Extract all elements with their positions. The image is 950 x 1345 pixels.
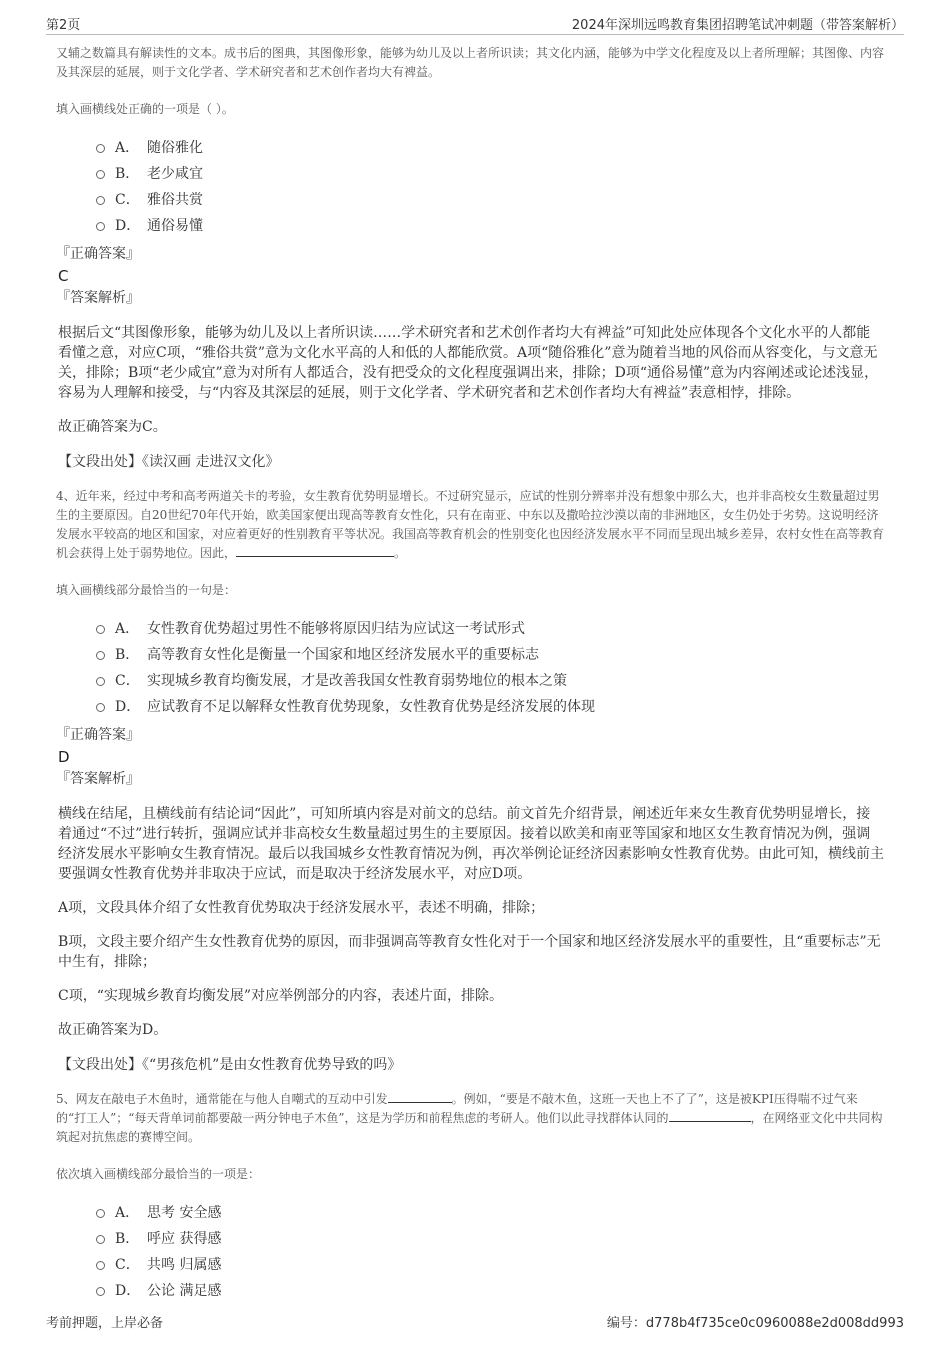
q4-analysis-conclusion: 故正确答案为D。 xyxy=(58,1022,168,1038)
q3-passage-text: 又辅之数篇具有解读性的文本。成书后的图典，其图像形象，能够为幼儿及以上者所识读；其文化内涵，能够为中学文化程度及以上者所理解；其图像、内容及其深层的延展，则于文化学者、学术研究者和艺术创作者均大有裨益。 xyxy=(56,46,885,79)
q4-option-d[interactable]: D． 应试教育不足以解释女性教育优势现象，女性教育优势是经济发展的体现 xyxy=(96,694,884,720)
q5-blank-2 xyxy=(669,1109,751,1122)
page-header xyxy=(46,14,904,35)
radio-icon[interactable] xyxy=(96,1287,105,1296)
page-number: 第2页 xyxy=(46,18,81,33)
radio-icon[interactable] xyxy=(96,1235,105,1244)
radio-icon[interactable] xyxy=(96,170,105,179)
document-title: 2024年深圳远鸣教育集团招聘笔试冲刺题（带答案解析） xyxy=(571,18,904,33)
radio-icon[interactable] xyxy=(96,196,105,205)
q3-passage xyxy=(56,44,884,82)
q5-prompt: 依次填入画横线部分最恰当的一项是： xyxy=(56,1167,261,1181)
q4-analysis-a: A项，文段具体介绍了女性教育优势取决于经济发展水平，表述不明确，排除； xyxy=(58,900,545,916)
q4-option-b[interactable]: B． 高等教育女性化是衡量一个国家和地区经济发展水平的重要标志 xyxy=(96,642,884,668)
q4-prompt: 填入画横线部分最恰当的一句是： xyxy=(56,583,237,597)
radio-icon[interactable] xyxy=(96,1261,105,1270)
q5-option-d[interactable]: D． 公论 满足感 xyxy=(96,1278,884,1304)
q4-answer-tag: 『正确答案』 xyxy=(56,727,140,743)
q4-options xyxy=(96,616,884,720)
radio-icon[interactable] xyxy=(96,144,105,153)
q3-option-c[interactable]: C． 雅俗共赏 xyxy=(96,187,884,213)
q3-options xyxy=(96,135,884,239)
q3-analysis-conclusion: 故正确答案为C。 xyxy=(58,419,167,435)
q3-option-d[interactable]: D． 通俗易懂 xyxy=(96,213,884,239)
q3-analysis-para: 根据后文“其图像形象，能够为幼儿及以上者所识读……学术研究者和艺术创作者均大有裨益”可知此处应体现各个文化水平的人都能看懂之意，对应C项，“雅俗共赏”意为文化水平高的人和低的人都能欣赏。A项“随俗雅化”意为随着当地的风俗而从容变化，与文意无关，排除；B项“老少咸宜”意为对所有人都适合，没有把受众的文化程度强调出来，排除；D项“通俗易懂”意为内容阐述或论述浅显，容易为人理解和接受，与“内容及其深层的延展，则于文化学者、学术研究者和艺术创作者均大有裨益”表意相悖，排除。 xyxy=(58,325,879,401)
q3-prompt: 填入画横线处正确的一项是（ ）。 xyxy=(56,102,234,116)
q3-option-b[interactable]: B． 老少咸宜 xyxy=(96,161,884,187)
radio-icon[interactable] xyxy=(96,1209,105,1218)
q4-option-a[interactable]: A． 女性教育优势超过男性不能够将原因归结为应试这一考试形式 xyxy=(96,616,884,642)
page-content xyxy=(56,44,884,1304)
q4-blank xyxy=(236,544,394,557)
radio-icon[interactable] xyxy=(96,677,105,686)
page-footer xyxy=(46,1312,904,1332)
q3-analysis-tag: 『答案解析』 xyxy=(56,290,140,306)
q5-option-b[interactable]: B． 呼应 获得感 xyxy=(96,1226,884,1252)
q4-analysis-para: 横线在结尾，且横线前有结论词“因此”，可知所填内容是对前文的总结。前文首先介绍背景，阐述近年来女生教育优势明显增长，接着通过“不过”进行转折，强调应试并非高校女生数量超过男生的主要原因。接着以欧美和南亚等国家和地区女生教育情况为例，强调经济发展水平影响女生教育情况。最后以我国城乡女性教育情况为例，再次举例论证经济因素影响女性教育优势。由此可知，横线前主要强调女性教育优势并非取决于应试，而是取决于经济发展水平，对应D项。 xyxy=(58,806,884,882)
q3-answer-tag: 『正确答案』 xyxy=(56,246,140,262)
q4-analysis-c: C项，“实现城乡教育均衡发展”对应举例部分的内容，表述片面，排除。 xyxy=(58,988,504,1004)
radio-icon[interactable] xyxy=(96,222,105,231)
q3-analysis xyxy=(58,323,884,437)
q4-answer: D xyxy=(58,748,70,766)
radio-icon[interactable] xyxy=(96,651,105,660)
q3-source: 【文段出处】《读汉画 走进汉文化》 xyxy=(58,454,280,470)
q3-option-a[interactable]: A． 随俗雅化 xyxy=(96,135,884,161)
q4-analysis-b: B项，文段主要介绍产生女性教育优势的原因，而非强调高等教育女性化对于一个国家和地区经济发展水平的重要性，且“重要标志”无中生有，排除； xyxy=(58,934,881,970)
q5-blank-1 xyxy=(388,1090,452,1103)
q4-analysis-tag: 『答案解析』 xyxy=(56,771,140,787)
document-code: 编号：d778b4f735ce0c0960088e2d008dd993 xyxy=(606,1316,904,1331)
radio-icon[interactable] xyxy=(96,625,105,634)
q4-passage: 4、近年来，经过中考和高考两道关卡的考验，女生教育优势明显增长。不过研究显示，应试的性别分辨率并没有想象中那么大，也并非高校女生数量超过男生的主要原因。自20世纪70年代开始，欧美国家便出现高等教育女性化，只有在南亚、中东以及撒哈拉沙漠以南的非洲地区，女生仍处于劣势。这说明经济发展水平较高的地区和国家，对应着更好的性别教育平等状况。我国高等教育机会的性别变化也因经济发展水平不同而呈现出城乡差异，农村女性在高等教育机会获得上处于弱势地位。因此， 。 xyxy=(56,489,885,560)
q5-option-a[interactable]: A． 思考 安全感 xyxy=(96,1200,884,1226)
q4-option-c[interactable]: C． 实现城乡教育均衡发展，才是改善我国女性教育弱势地位的根本之策 xyxy=(96,668,884,694)
q4-source: 【文段出处】《“男孩危机”是由女性教育优势导致的吗》 xyxy=(58,1057,402,1073)
footer-slogan: 考前押题，上岸必备 xyxy=(46,1316,164,1331)
radio-icon[interactable] xyxy=(96,703,105,712)
q3-answer: C xyxy=(58,267,69,285)
q4-passage-text: 4、近年来，经过中考和高考两道关卡的考验，女生教育优势明显增长。不过研究显示，应试的性别分辨率并没有想象中那么大，也并非高校女生数量超过男生的主要原因。自20世纪70年代开始，欧美国家便出现高等教育女性化，只有在南亚、中东以及撒哈拉沙漠以南的非洲地区，女生仍处于劣势。这说明经济发展水平较高的地区和国家，对应着更好的性别教育平等状况。我国高等教育机会的性别变化也因经济发展水平不同而呈现出城乡差异，农村女性在高等教育机会获得上处于弱势地位。因此， xyxy=(56,489,885,560)
q5-options xyxy=(96,1200,884,1304)
q5-passage: 5、网友在敲电子木鱼时，通常能在与他人自嘲式的互动中引发 。例如，“要是不敲木鱼，这班一天也上不了了”，这是被KPI压得喘不过气来的“打工人”；“每天背单词前都要敲一两分钟电子木鱼”，这是为学历和前程焦虑的考研人。他们以此寻找群体认同的 ，在网络亚文化中共同构筑起对抗焦虑的赛博空间。 xyxy=(56,1092,883,1144)
q4-analysis xyxy=(58,804,884,1040)
q5-option-c[interactable]: C． 共鸣 归属感 xyxy=(96,1252,884,1278)
